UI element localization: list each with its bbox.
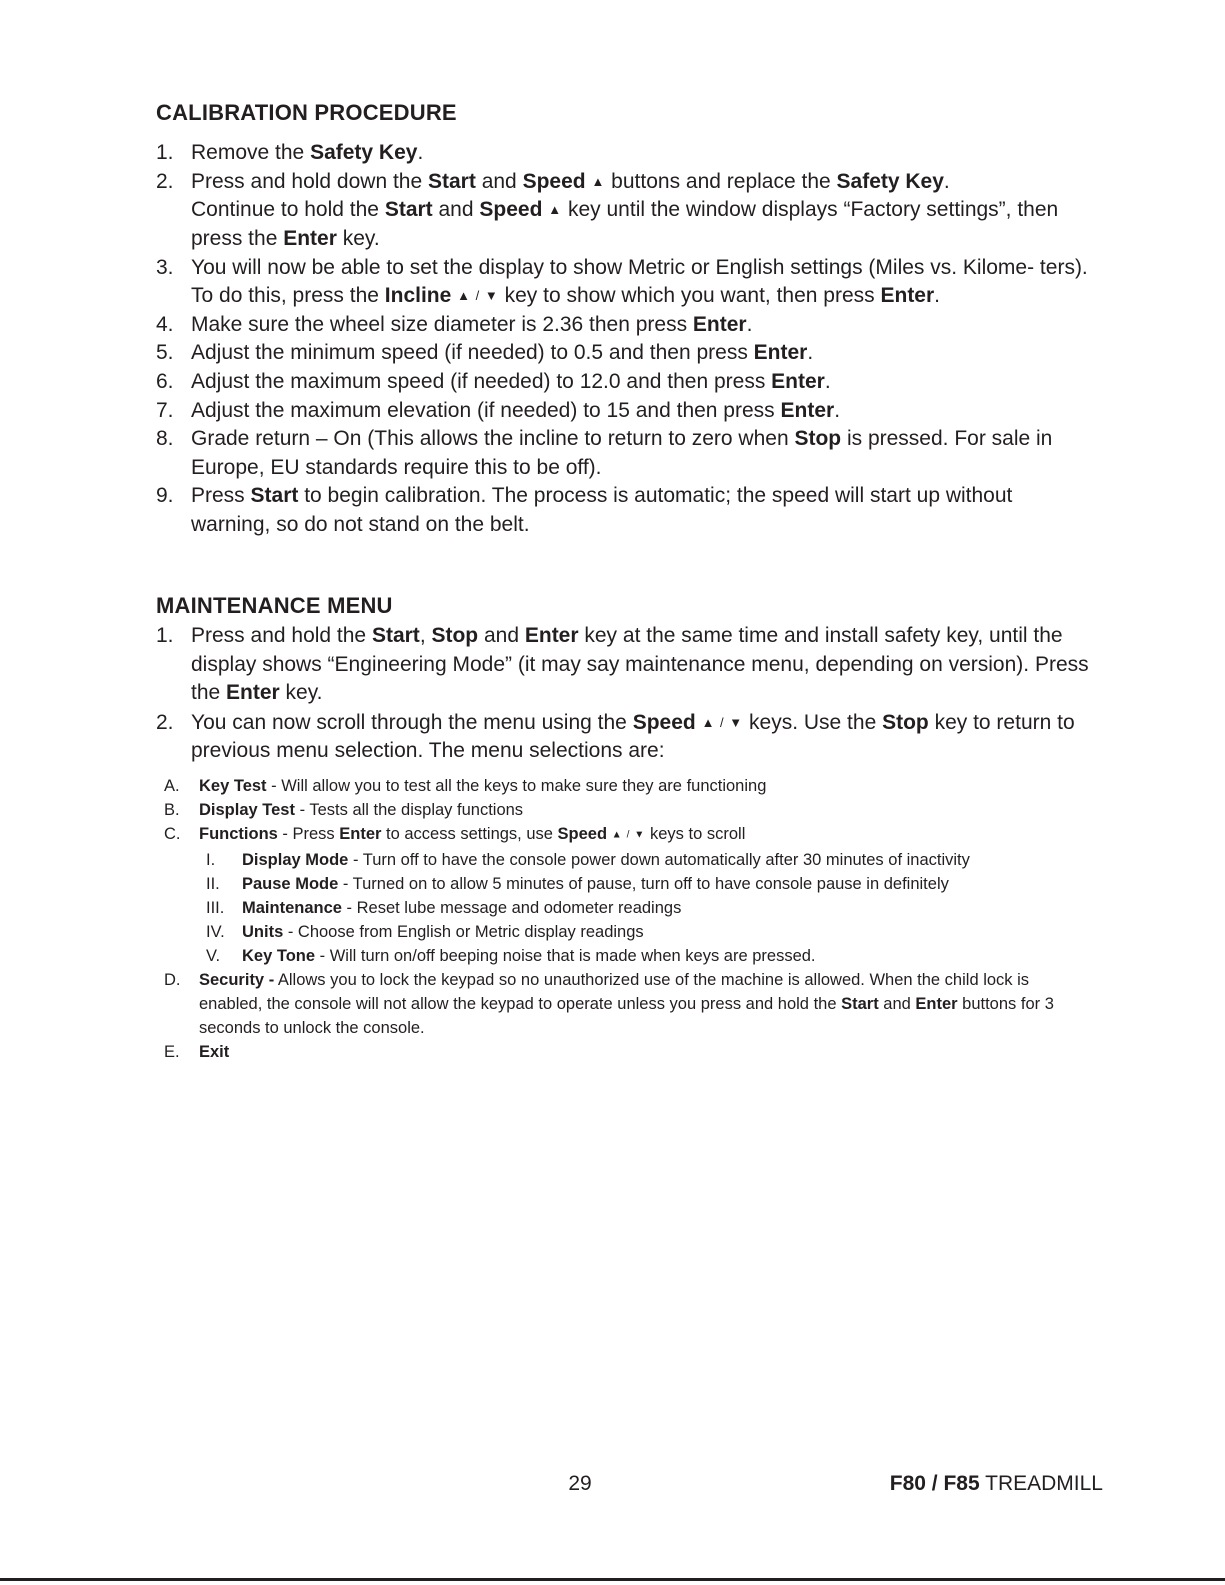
key-name: Stop <box>431 624 479 647</box>
calibration-step-2 <box>156 168 1096 254</box>
step-text: to begin calibration. The process is automatic; the speed will start up without warning, so do not stand on the belt. <box>191 484 1013 536</box>
step-text: and <box>478 624 525 647</box>
key-name: Enter <box>753 341 808 365</box>
key-name: Enter <box>226 681 280 705</box>
step-text: Make sure the wheel size diameter is 2.36 then press <box>191 312 693 336</box>
step-text: You can now scroll through the menu using the <box>191 710 633 734</box>
step-number: 1. <box>156 624 174 647</box>
up-arrow-icon: ▲ <box>548 202 563 218</box>
step-text: . <box>807 341 814 365</box>
function-display-mode <box>206 848 1096 872</box>
key-name: Stop <box>794 427 842 451</box>
step-number: 9. <box>156 484 174 508</box>
step-text: . <box>934 284 941 308</box>
key-name: Start <box>250 484 299 508</box>
item-letter: C. <box>164 825 181 844</box>
step-text: Press and hold the <box>191 624 372 647</box>
menu-item-name: Functions <box>199 825 278 844</box>
key-name: Start <box>428 169 476 193</box>
step-text: , <box>419 624 432 647</box>
menu-item-name: Key Test <box>199 777 267 796</box>
menu-item-security <box>164 968 1096 1040</box>
key-name: Enter <box>339 825 382 844</box>
calibration-step-7 <box>156 397 1096 426</box>
function-name: Key Tone <box>242 946 316 965</box>
up-down-arrows-icon: ▲ / ▼ <box>457 288 499 304</box>
page-number: 29 <box>568 1472 592 1495</box>
step-text: You will now be able to set the display to show Metric or English settings (Miles vs. Kilome- ters). To do this, press the <box>191 255 1088 308</box>
key-name: Incline <box>384 284 452 308</box>
product-name <box>890 1472 1103 1496</box>
roman-numeral: III. <box>206 898 225 917</box>
calibration-step-9 <box>156 482 1096 539</box>
step-number: 3. <box>156 255 174 279</box>
step-text: key to show which you want, then press <box>498 284 881 308</box>
calibration-step-3 <box>156 254 1096 311</box>
calibration-step-1 <box>156 139 1096 168</box>
function-description: - Choose from English or Metric display readings <box>283 922 644 941</box>
step-text: and <box>432 198 480 222</box>
maintenance-heading: MAINTENANCE MENU <box>156 593 393 618</box>
step-text: Adjust the maximum elevation (if needed) to 15 and then press <box>191 398 781 422</box>
step-text: buttons and replace the <box>605 169 837 193</box>
menu-item-exit <box>164 1040 1096 1064</box>
menu-item-display-test <box>164 798 1096 822</box>
step-text: Press <box>191 484 251 508</box>
step-text: . <box>943 169 950 193</box>
step-text: Continue to hold the <box>191 198 385 222</box>
key-name: Enter <box>915 994 958 1013</box>
menu-item-description: keys to scroll <box>645 825 746 844</box>
key-name: Speed <box>632 710 696 734</box>
calibration-step-6 <box>156 368 1096 397</box>
calibration-step-5 <box>156 339 1096 368</box>
step-number: 8. <box>156 427 174 451</box>
step-text: keys. Use the <box>743 710 883 734</box>
key-name: Enter <box>771 369 825 393</box>
calibration-steps <box>156 139 1096 540</box>
step-number: 2. <box>156 169 174 193</box>
function-units <box>206 920 1096 944</box>
key-name: Speed <box>479 198 543 222</box>
function-name: Pause Mode <box>242 874 339 893</box>
function-description: - Turned on to allow 5 minutes of pause, turn off to have console pause in definitely <box>338 874 949 893</box>
step-text: Adjust the maximum speed (if needed) to 12.0 and then press <box>191 369 772 393</box>
function-description: - Will turn on/off beeping noise that is made when keys are pressed. <box>315 946 816 965</box>
key-name: Enter <box>524 624 579 647</box>
model-number: F80 / F85 <box>889 1472 980 1495</box>
menu-item-name: Exit <box>199 1042 230 1061</box>
calibration-step-8 <box>156 425 1096 482</box>
step-number: 2. <box>156 710 174 734</box>
maintenance-step-1 <box>156 622 1096 708</box>
step-text: key until the window displays “Factory settings”, then press the <box>191 198 1059 250</box>
roman-numeral: II. <box>206 874 220 893</box>
step-number: 5. <box>156 341 174 365</box>
function-name: Display Mode <box>242 850 349 869</box>
function-name: Units <box>242 922 284 941</box>
step-text: Grade return – On (This allows the incline to return to zero when <box>191 427 795 451</box>
menu-item-key-test <box>164 774 1096 798</box>
key-name: Start <box>841 994 879 1013</box>
step-text: . <box>824 369 831 393</box>
item-letter: D. <box>164 970 181 989</box>
menu-item-name: Display Test <box>199 801 295 820</box>
calibration-step-4 <box>156 311 1096 340</box>
key-name: Stop <box>882 710 929 734</box>
key-name: Start <box>371 624 420 647</box>
function-name: Maintenance <box>242 898 342 917</box>
maintenance-step-2 <box>156 709 1096 1064</box>
step-text: Adjust the minimum speed (if needed) to 0.5 and then press <box>191 341 754 365</box>
product-type: TREADMILL <box>979 1472 1103 1495</box>
step-number: 4. <box>156 312 174 336</box>
up-down-arrows-icon: ▲ / ▼ <box>611 829 646 841</box>
up-down-arrows-icon: ▲ / ▼ <box>701 714 744 730</box>
item-letter: B. <box>164 801 180 820</box>
function-description: - Turn off to have the console power down automatically after 30 minutes of inactivity <box>348 850 970 869</box>
step-text: key. <box>279 681 323 705</box>
key-name: Start <box>384 198 433 222</box>
key-name: Safety Key <box>836 169 944 193</box>
step-text: key at the same time and install safety key, until the display shows “Engineering Mode” (it may say maintenance menu, depending on version). Press the <box>191 624 1089 705</box>
key-name: Enter <box>692 312 747 336</box>
step-text: is pressed. For sale in Europe, EU standards require this to be off). <box>191 427 1053 479</box>
function-description: - Reset lube message and odometer readings <box>341 898 682 917</box>
function-maintenance <box>206 896 1096 920</box>
step-text: key to return to previous menu selection. The menu selections are: <box>191 710 1075 763</box>
key-name: Speed <box>557 825 608 844</box>
key-name: Enter <box>780 398 835 422</box>
step-number: 1. <box>156 141 174 164</box>
step-text: . <box>746 312 753 336</box>
item-letter: E. <box>164 1042 180 1061</box>
key-name: Safety Key <box>310 141 418 164</box>
menu-item-name: Security - <box>199 970 275 989</box>
step-text: Press and hold down the <box>191 169 428 193</box>
step-text: Remove the <box>191 141 311 164</box>
calibration-heading: CALIBRATION PROCEDURE <box>156 100 457 125</box>
step-text: . <box>417 141 424 164</box>
step-text: . <box>834 398 841 422</box>
step-text: key. <box>336 226 380 250</box>
functions-submenu <box>206 848 1096 968</box>
menu-item-description: and <box>878 994 916 1013</box>
roman-numeral: IV. <box>206 922 225 941</box>
menu-item-description: to access settings, use <box>381 825 558 844</box>
maintenance-steps <box>156 622 1096 1064</box>
step-number: 7. <box>156 398 174 422</box>
roman-numeral: V. <box>206 946 221 965</box>
item-letter: A. <box>164 777 180 796</box>
roman-numeral: I. <box>206 850 216 869</box>
function-key-tone <box>206 944 1096 968</box>
key-name: Enter <box>283 226 337 250</box>
menu-selections <box>164 774 1096 1063</box>
step-number: 6. <box>156 369 174 393</box>
menu-item-description: Allows you to lock the keypad so no unauthorized use of the machine is allowed. When the child lock is enabled, the console will not allow the keypad to operate unless you press and hold the <box>199 970 1030 1013</box>
menu-item-description: - Tests all the display functions <box>294 801 524 820</box>
function-pause-mode <box>206 872 1096 896</box>
up-arrow-icon: ▲ <box>591 173 606 189</box>
key-name: Enter <box>880 284 935 308</box>
menu-item-description: buttons for 3 seconds to unlock the console. <box>199 994 1054 1037</box>
step-text: and <box>475 169 523 193</box>
key-name: Speed <box>522 169 586 193</box>
menu-item-functions <box>164 822 1096 967</box>
page-edge-rule <box>0 1578 1225 1581</box>
menu-item-description: - Will allow you to test all the keys to make sure they are functioning <box>266 777 767 796</box>
menu-item-description: - Press <box>277 825 340 844</box>
